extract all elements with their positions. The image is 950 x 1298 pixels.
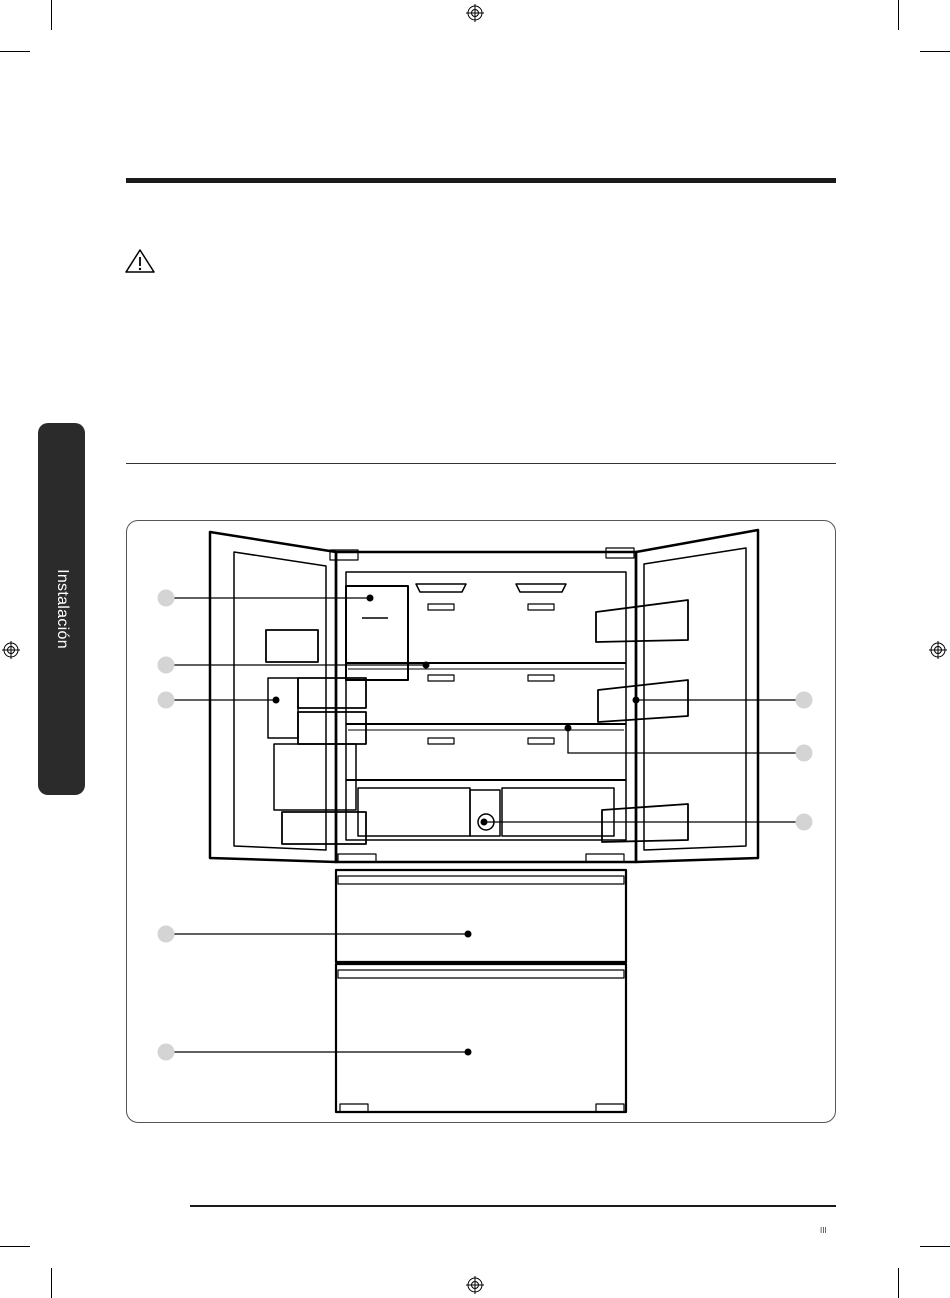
- registration-mark-icon: [929, 641, 947, 659]
- registration-mark-icon: [2, 641, 20, 659]
- callout-8: [796, 814, 813, 831]
- crop-mark-top-right-h: [920, 51, 950, 52]
- page-number: III: [820, 1226, 827, 1235]
- right-door-bin-middle: [598, 680, 688, 722]
- callout-6: [796, 692, 813, 709]
- callout-1: [158, 590, 175, 607]
- ice-maker: [346, 586, 408, 680]
- crop-mark-top-left-h: [0, 51, 30, 52]
- crop-mark-top-left-v: [51, 0, 52, 30]
- refrigerator-illustration: [126, 520, 836, 1123]
- section-side-tab: [38, 423, 85, 795]
- callout-7: [796, 745, 813, 762]
- callout-3: [158, 692, 175, 709]
- freezer-drawer-lower: [336, 964, 626, 1112]
- crop-mark-bottom-left-h: [0, 1246, 30, 1247]
- crop-mark-top-right-v: [898, 0, 899, 30]
- warning-triangle-icon: [124, 248, 156, 274]
- water-filter: [470, 790, 500, 836]
- registration-mark-icon: [466, 1276, 484, 1294]
- callout-5: [158, 1044, 175, 1061]
- crop-mark-bottom-right-h: [920, 1246, 950, 1247]
- fridge-cabinet: [336, 552, 636, 862]
- right-door: [636, 530, 758, 862]
- footer-rule: [190, 1205, 836, 1207]
- section-heading-rule: [126, 178, 836, 183]
- crop-mark-bottom-left-v: [51, 1268, 52, 1298]
- right-door-bin-bottom: [602, 804, 688, 842]
- callout-2: [158, 657, 175, 674]
- subsection-rule: [126, 463, 836, 464]
- right-door-bin-top: [596, 600, 688, 642]
- registration-mark-icon: [466, 4, 484, 22]
- crop-mark-bottom-right-v: [898, 1268, 899, 1298]
- side-tab-label: Instalación: [53, 569, 71, 649]
- callout-4: [158, 926, 175, 943]
